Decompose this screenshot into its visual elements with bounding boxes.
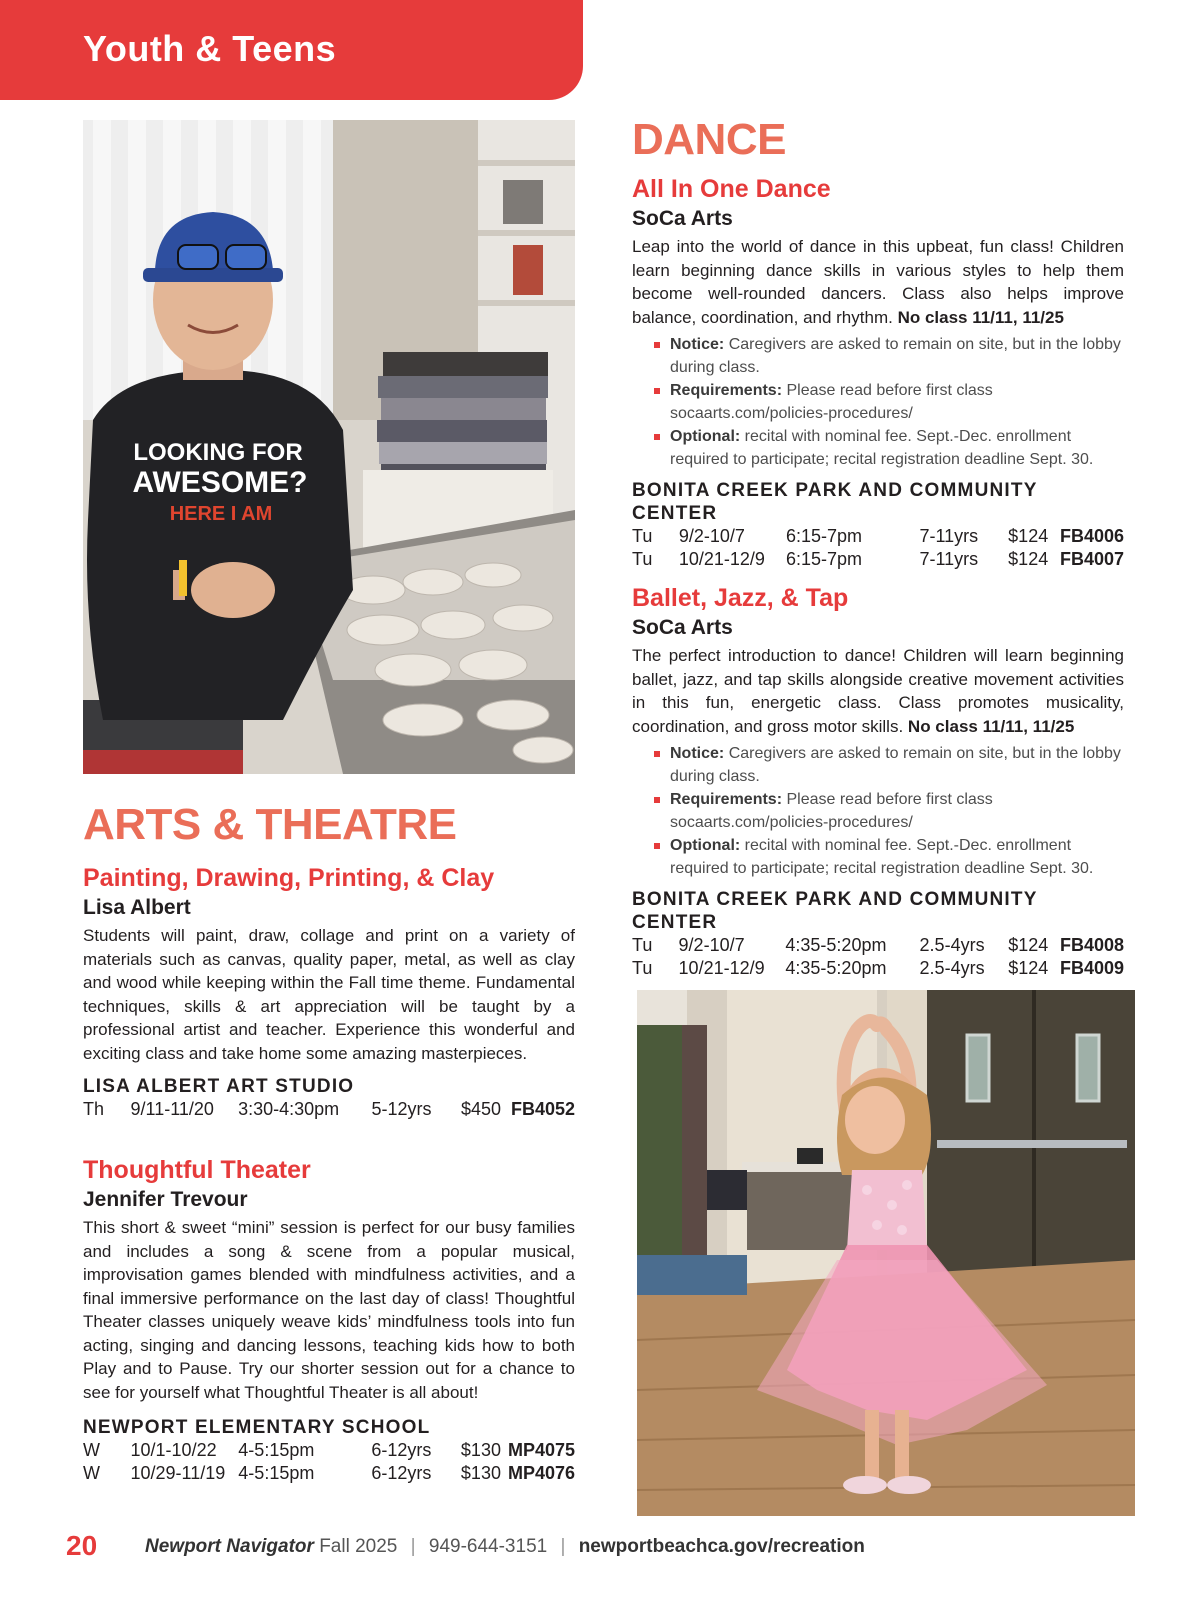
shirt-text-line-1: LOOKING FOR xyxy=(133,439,303,466)
description-text: Leap into the world of dance in this upbeat, fun class! Children learn beginning dance skills in various styles to help them become well-rounded dancers. Class also helps improve balance, coordination, and rhythm. xyxy=(632,237,1124,327)
note-label: Optional: xyxy=(670,837,741,855)
class-instructor: Jennifer Trevour xyxy=(83,1188,248,1211)
class-venue: BONITA CREEK PARK AND COMMUNITY CENTER xyxy=(632,889,1038,934)
note-text: Please read before first class socaarts.com/policies-procedures/ xyxy=(670,382,993,423)
schedule-price: $124 xyxy=(1008,958,1049,979)
schedule-code: FB4052 xyxy=(510,1099,575,1120)
class-instructor: SoCa Arts xyxy=(632,616,733,639)
note-text: Please read before first class socaarts.com/policies-procedures/ xyxy=(670,791,993,832)
class-schedule-table xyxy=(83,1098,575,1121)
class-instructor: SoCa Arts xyxy=(632,207,733,230)
schedule-price: $130 xyxy=(460,1440,501,1461)
schedule-row xyxy=(632,548,1124,571)
class-all-in-one-dance xyxy=(632,174,1124,571)
note-item xyxy=(670,742,1124,788)
section-header-title: Youth & Teens xyxy=(83,28,337,69)
schedule-time: 4-5:15pm xyxy=(238,1463,315,1484)
page-footer xyxy=(0,1528,1200,1568)
class-description xyxy=(632,235,1124,329)
class-description xyxy=(632,644,1124,738)
class-venue: BONITA CREEK PARK AND COMMUNITY CENTER xyxy=(632,480,1038,525)
page-number: 20 xyxy=(66,1530,98,1561)
note-label: Notice: xyxy=(670,336,725,354)
schedule-row xyxy=(83,1098,575,1121)
schedule-day: W xyxy=(83,1440,100,1461)
schedule-dates: 10/21-12/9 xyxy=(678,958,765,979)
schedule-price: $450 xyxy=(460,1099,502,1120)
footer-phone: 949-644-3151 xyxy=(428,1536,548,1557)
no-class-notice: No class 11/11, 11/25 xyxy=(897,307,1064,327)
schedule-code: FB4006 xyxy=(1059,526,1124,547)
note-item xyxy=(670,425,1124,471)
class-schedule-table xyxy=(83,1439,575,1485)
schedule-dates: 10/29-11/19 xyxy=(130,1463,226,1484)
schedule-ages: 2.5-4yrs xyxy=(919,935,985,956)
class-instructor: Lisa Albert xyxy=(83,896,191,919)
schedule-day: Tu xyxy=(632,549,653,570)
schedule-time: 3:30-4:30pm xyxy=(238,1099,340,1120)
schedule-price: $124 xyxy=(1008,935,1049,956)
schedule-ages: 2.5-4yrs xyxy=(919,958,985,979)
class-description: This short & sweet “mini” session is perfect for our busy families and includes a song & scene from a popular musical, improvisation games blended with mindfulness activities, and a final immersive performance on the last day of class! Thoughtful Theater classes uniquely weave kids’ mindfulness tools into fun acting, singing and dancing lessons, teaching kids how to both Play and to Pause. Try our shorter session out for a chance to see for yourself what Thoughtful Theater is all about! xyxy=(83,1218,575,1402)
schedule-code: FB4009 xyxy=(1059,958,1124,979)
schedule-time: 4:35-5:20pm xyxy=(785,958,887,979)
note-text: recital with nominal fee. Sept.-Dec. enrollment required to participate; recital registration deadline Sept. 30. xyxy=(670,428,1094,469)
note-label: Requirements: xyxy=(670,382,783,400)
schedule-row xyxy=(83,1462,575,1485)
no-class-notice: No class 11/11, 11/25 xyxy=(907,716,1075,736)
shirt-text-line-3: HERE I AM xyxy=(169,503,273,525)
footer-url[interactable]: newportbeachca.gov/recreation xyxy=(578,1536,865,1557)
schedule-time: 6:15-7pm xyxy=(785,526,862,547)
note-label: Requirements: xyxy=(670,791,783,809)
schedule-price: $124 xyxy=(1008,549,1049,570)
note-item xyxy=(670,379,1124,425)
footer-text xyxy=(145,1536,865,1558)
class-notes-list xyxy=(632,742,1124,880)
class-title: All In One Dance xyxy=(632,175,831,203)
note-label: Optional: xyxy=(670,428,741,446)
class-venue: NEWPORT ELEMENTARY SCHOOL xyxy=(83,1417,431,1439)
schedule-day: Tu xyxy=(632,526,653,547)
schedule-row xyxy=(632,934,1124,957)
section-header-tab xyxy=(0,0,583,100)
schedule-dates: 9/2-10/7 xyxy=(678,935,745,956)
class-painting-drawing xyxy=(83,863,575,1121)
publication-name: Newport Navigator xyxy=(145,1536,314,1557)
schedule-dates: 9/11-11/20 xyxy=(130,1099,214,1120)
schedule-price: $130 xyxy=(460,1463,501,1484)
separator: | xyxy=(410,1536,416,1557)
class-title: Ballet, Jazz, & Tap xyxy=(632,584,849,612)
publication-season: Fall 2025 xyxy=(319,1536,398,1557)
schedule-code: MP4076 xyxy=(507,1463,575,1484)
note-item xyxy=(670,788,1124,834)
class-venue: LISA ALBERT ART STUDIO xyxy=(83,1076,355,1098)
schedule-ages: 7-11yrs xyxy=(919,549,979,570)
note-item xyxy=(670,834,1124,880)
class-description: Students will paint, draw, collage and print on a variety of materials such as canvas, quality paper, metal, as well as clay and wood while keeping within the Fall time theme. Fundamental techniques, skills & art appreciation will be taught by a professional artist and teacher. Experience this wonderful and exciting class and take home some amazing masterpieces. xyxy=(83,926,575,1063)
schedule-code: MP4075 xyxy=(507,1440,575,1461)
schedule-ages: 5-12yrs xyxy=(371,1099,432,1120)
note-label: Notice: xyxy=(670,745,725,763)
schedule-dates: 10/1-10/22 xyxy=(130,1440,217,1461)
class-title: Thoughtful Theater xyxy=(83,1156,311,1184)
schedule-row xyxy=(632,525,1124,548)
schedule-ages: 7-11yrs xyxy=(919,526,979,547)
schedule-row xyxy=(632,957,1124,980)
schedule-ages: 6-12yrs xyxy=(371,1440,432,1461)
note-text: Caregivers are asked to remain on site, but in the lobby during class. xyxy=(670,745,1121,786)
schedule-day: Th xyxy=(83,1099,105,1120)
note-text: Caregivers are asked to remain on site, but in the lobby during class. xyxy=(670,336,1121,377)
section-title-arts-theatre: ARTS & THEATRE xyxy=(83,800,457,849)
schedule-code: FB4008 xyxy=(1059,935,1124,956)
section-title-dance: DANCE xyxy=(632,115,786,164)
shirt-text-line-2: AWESOME? xyxy=(132,466,308,499)
class-ballet-jazz-tap xyxy=(632,583,1124,980)
schedule-time: 4-5:15pm xyxy=(238,1440,315,1461)
schedule-row xyxy=(83,1439,575,1462)
photo-boy-with-clay xyxy=(83,120,575,774)
photo-girl-ballet xyxy=(637,990,1135,1516)
schedule-dates: 9/2-10/7 xyxy=(678,526,745,547)
schedule-dates: 10/21-12/9 xyxy=(678,549,765,570)
note-text: recital with nominal fee. Sept.-Dec. enrollment required to participate; recital registration deadline Sept. 30. xyxy=(670,837,1094,878)
schedule-time: 4:35-5:20pm xyxy=(785,935,887,956)
schedule-ages: 6-12yrs xyxy=(371,1463,432,1484)
class-schedule-table xyxy=(632,934,1124,980)
schedule-price: $124 xyxy=(1008,526,1049,547)
class-thoughtful-theater xyxy=(83,1155,575,1485)
separator: | xyxy=(560,1536,566,1557)
schedule-day: W xyxy=(83,1463,100,1484)
class-schedule-table xyxy=(632,525,1124,571)
schedule-day: Tu xyxy=(632,958,653,979)
schedule-day: Tu xyxy=(632,935,653,956)
schedule-code: FB4007 xyxy=(1059,549,1124,570)
class-title: Painting, Drawing, Printing, & Clay xyxy=(83,864,495,892)
description-text: The perfect introduction to dance! Children will learn beginning ballet, jazz, and tap skills alongside creative movement activities in this fun, energetic class. Class promotes musicality, coordination, and gross motor skills. xyxy=(632,646,1124,736)
schedule-time: 6:15-7pm xyxy=(785,549,862,570)
note-item xyxy=(670,333,1124,379)
class-notes-list xyxy=(632,333,1124,471)
